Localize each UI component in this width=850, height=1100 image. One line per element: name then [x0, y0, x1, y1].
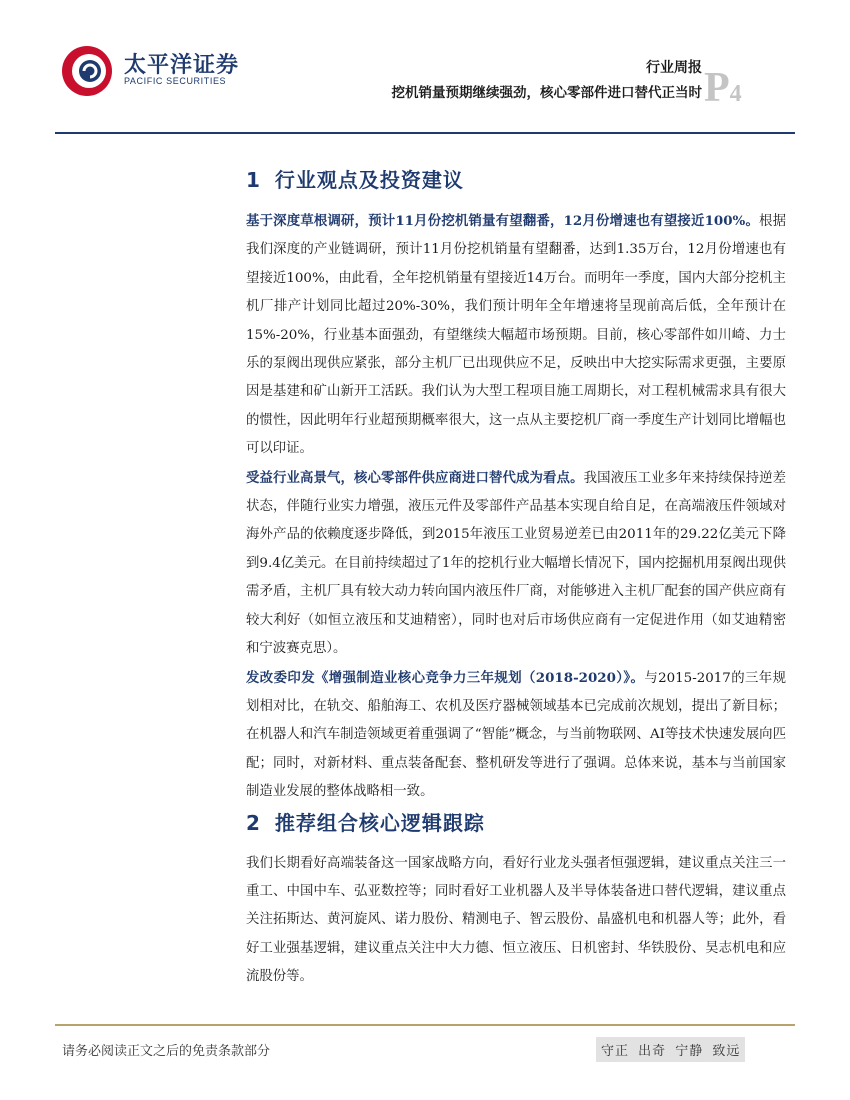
page-digit: 4	[729, 81, 742, 107]
paragraph	[246, 464, 786, 664]
section-heading	[246, 164, 786, 193]
section-heading	[246, 807, 786, 836]
report-title: 挖机销量预期继续强劲，核心零部件进口替代正当时	[391, 85, 702, 101]
section-title: 行业观点及投资建议	[274, 168, 464, 192]
company-logo	[60, 44, 260, 114]
paragraph-lead: 发改委印发《增强制造业核心竞争力三年规划（2018-2020）》。	[246, 669, 645, 686]
report-type: 行业周报	[646, 60, 702, 76]
paragraph	[246, 850, 786, 992]
section-number: 1	[246, 168, 261, 192]
footer-divider	[55, 1024, 795, 1026]
page-number	[704, 64, 742, 112]
paragraph-lead: 受益行业高景气，核心零部件供应商进口替代成为看点。	[246, 469, 584, 486]
header-divider	[55, 132, 795, 134]
footer-disclaimer: 请务必阅读正文之后的免责条款部分	[62, 1044, 271, 1059]
paragraph	[246, 664, 786, 807]
paragraph-body: 我国液压工业多年来持续保持逆差状态，伴随行业实力增强，液压元件及零部件产品基本实现自给自足，在高端液压件领域对海外产品的依赖度逐步降低，到2015年液压工业贸易逆差已由2011年的29.22亿美元下降到9.4亿美元。在目前持续超过了1年的挖机行业大幅增长情况下，国内挖掘机用泵阀出现供需矛盾，主机厂具有较大动力转向国内液压件厂商，对能够进入主机厂配套的国产供应商有较大利好（如恒立液压和艾迪精密），同时也对后市场供应商有一定促进作用（如艾迪精密和宁波赛克思）。	[246, 470, 787, 657]
paragraph-body: 与2015-2017的三年规划相对比，在轨交、船舶海工、农机及医疗器械领域基本已完成前次规划，提出了新目标；在机器人和汽车制造领域更着重强调了“智能”概念，与当前物联网、AI等技术快速发展向匹配；同时，对新材料、重点装备配套、整机研发等进行了强调。总体来说，基本与当前国家制造业发展的整体战略相一致。	[246, 670, 786, 800]
paragraph-body: 根据我们深度的产业链调研，预计11月份挖机销量有望翻番，达到1.35万台，12月份增速也有望接近100%，由此看，全年挖机销量有望接近14万台。而明年一季度，国内大部分挖机主机厂排产计划同比超过20%-30%，我们预计明年全年增速将呈现前高后低，全年预计在15%-20%，行业基本面强劲，有望继续大幅超市场预期。目前，核心零部件如川崎、力士乐的泵阀出现供应紧张，部分主机厂已出现供应不足，反映出中大挖实际需求更强，主要原因是基建和矿山新开工活跃。我们认为大型工程项目施工周期长，对工程机械需求具有很大的惯性，因此明年行业超预期概率很大，这一点从主要挖机厂商一季度生产计划同比增幅也可以印证。	[246, 214, 787, 457]
section-number: 2	[246, 810, 261, 835]
logo-english-name: PACIFIC SECURITIES	[124, 76, 227, 86]
pacific-securities-logo-icon	[60, 44, 114, 98]
section-title: 推荐组合核心逻辑跟踪	[274, 810, 485, 835]
main-content	[246, 164, 786, 992]
logo-chinese-name: 太平洋证券	[124, 53, 240, 78]
paragraph-lead: 基于深度草根调研，预计11月份挖机销量有望翻番，12月份增速也有望接近100%。	[246, 213, 760, 229]
report-header	[392, 57, 703, 101]
footer-motto: 守正 出奇 宁静 致远	[596, 1037, 745, 1062]
paragraph-body: 我们长期看好高端装备这一国家战略方向，看好行业龙头强者恒强逻辑，建议重点关注三一重工、中国中车、弘亚数控等；同时看好工业机器人及半导体装备进口替代逻辑，建议重点关注拓斯达、黄河旋风、诺力股份、精测电子、智云股份、晶盛机电和机器人等；此外，看好工业强基逻辑，建议重点关注中大力德、恒立液压、日机密封、华铁股份、昊志机电和应流股份等。	[246, 855, 786, 985]
paragraph	[246, 207, 786, 464]
page-letter: P	[704, 65, 730, 111]
